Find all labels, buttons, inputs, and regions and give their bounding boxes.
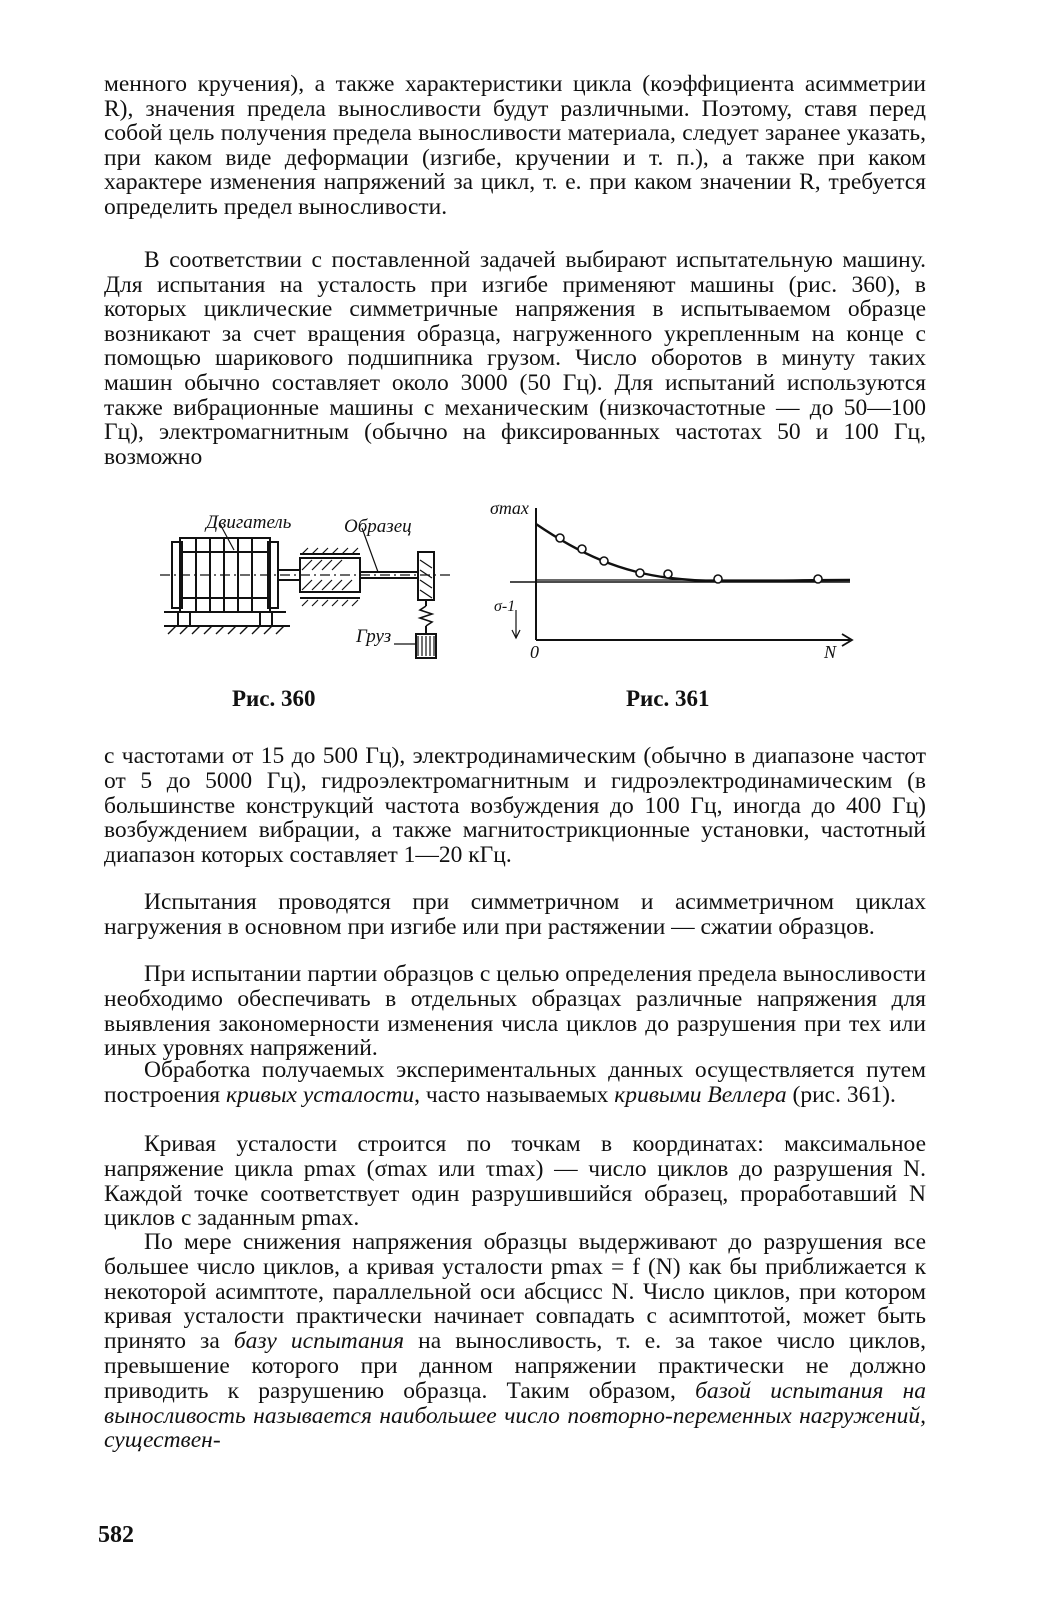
fig361-origin-label: 0 bbox=[530, 642, 539, 662]
page-number: 582 bbox=[98, 1522, 134, 1548]
paragraph-6 bbox=[104, 1058, 926, 1108]
paragraph-8 bbox=[104, 1230, 926, 1453]
paragraph-6-e: (рис. 361). bbox=[786, 1081, 896, 1108]
paragraph-2-text: В соответствии с поставленной задачей выбирают испытательную машину. Для испытания на усталость при изгибе применяют машины (рис. 360), в которых циклические симметричные напряжения в испытываемом образце возникают за счет вращения образца, нагруженного укрепленным на конце с помощью шарикового подшипника грузом. Число оборотов в минуту таких машин обычно составляет около 3000 (50 Гц). Для испытаний используются также вибрационные машины с механическим (низкочастотные — до 50—100 Гц), электромагнитным (обычно на фиксированных частотах 50 и 100 Гц, возможно bbox=[104, 247, 926, 470]
fig360-label-weight: Груз bbox=[356, 626, 392, 647]
paragraph-3: с частотами от 15 до 500 Гц), электродинамическим (обычно в диапазоне частот от 5 до 5000 Гц), гидроэлектромагнитным и гидроэлектродинамическим (в большинстве конструкций частота возбуждения до 100 Гц, иногда до 400 Гц) возбуждением вибрации, а также магнитострикционные установки, частотный диапазон которых составляет 1—20 кГц. bbox=[104, 743, 926, 869]
fig360-label-motor: Двигатель bbox=[206, 512, 292, 533]
term-fatigue-curves: кривых усталости bbox=[225, 1081, 415, 1108]
paragraph-2 bbox=[104, 248, 926, 469]
paragraph-8-a: По мере снижения напряжения образцы выдерживают до разрушения все большее число циклов, а кривая усталости pmax = f (N) как бы приближается к некоторой асимптоте, параллельной оси абсцисс N. Число циклов, при котором кривая усталости практически начинает совпадать с асимптотой, может быть принято за bbox=[104, 1229, 926, 1355]
paragraph-5-text: При испытании партии образцов с целью определения предела выносливости необходимо обеспечивать в отдельных образцах различные напряжения для выявления закономерности изменения числа циклов до разрушения при тех или иных уровнях напряжений. bbox=[104, 961, 926, 1062]
paragraph-1: менного кручения), а также характеристики цикла (коэффициента асимметрии R), значения предела выносливости будут различными. Поэтому, ставя перед собой цель получения предела выносливости материала, следует заранее указать, при каком виде деформации (изгибе, кручении и т. п.), а также при каком характере изменения напряжений за цикл, т. е. при каком значении R, требуется определить предел выносливости. bbox=[104, 71, 926, 220]
fig361-limit-label: σ-1 bbox=[494, 598, 516, 615]
fig360-label-specimen: Образец bbox=[344, 516, 412, 537]
fig361-caption: Рис. 361 bbox=[626, 686, 710, 711]
fig361-fatigue-curve bbox=[510, 494, 870, 674]
term-test-base: базу испытания bbox=[233, 1328, 405, 1355]
term-wohler-curves: кривыми Веллера bbox=[614, 1081, 787, 1108]
paragraph-5 bbox=[104, 962, 926, 1061]
definition-test-base: базой испытания на выносливость называется наибольшее число повторно-переменных нагружений, существен- bbox=[104, 1377, 926, 1454]
paragraph-7 bbox=[104, 1132, 926, 1231]
paragraph-4 bbox=[104, 890, 926, 940]
paragraph-8-c: на выносливость, т. е. за такое число циклов, превышение которого при данном напряжении практически не должно приводить к разрушению образца. Таким образом, bbox=[104, 1328, 926, 1404]
figures-row bbox=[150, 494, 890, 724]
fig360-machine-drawing bbox=[150, 494, 480, 664]
fig360-caption: Рис. 360 bbox=[232, 686, 316, 711]
paragraph-6-a: Обработка получаемых экспериментальных данных осуществляется путем построения bbox=[104, 1057, 926, 1108]
fig361-y-label: σmax bbox=[490, 498, 529, 518]
fig361-x-label: N bbox=[824, 642, 837, 662]
paragraph-7-text: Кривая усталости строится по точкам в координатах: максимальное напряжение цикла pmax (σmax или τmax) — число циклов до разрушения N. Каждой точке соответствует один разрушившийся образец, проработавший N циклов с заданным pmax. bbox=[104, 1131, 926, 1232]
paragraph-6-c: , часто называемых bbox=[414, 1081, 615, 1108]
paragraph-4-text: Испытания проводятся при симметричном и асимметричном циклах нагружения в основном при изгибе или при растяжении — сжатии образцов. bbox=[104, 889, 926, 940]
